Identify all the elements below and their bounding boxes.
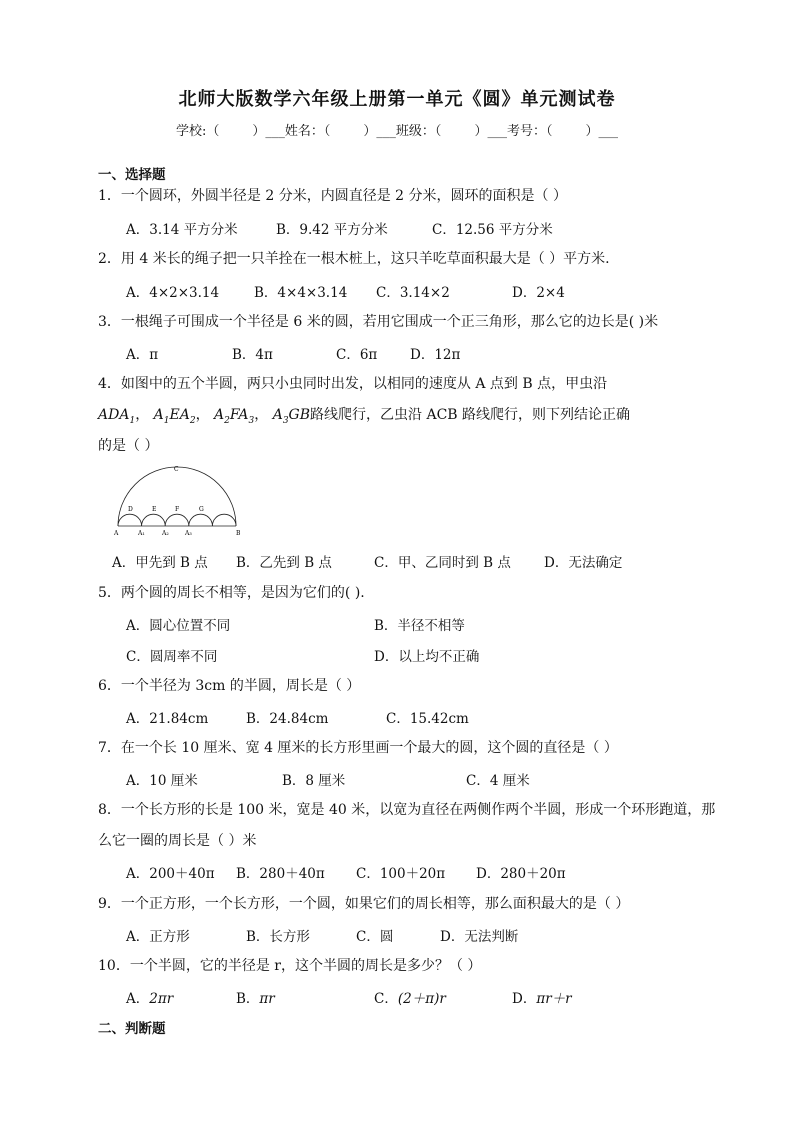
small-semicircle-5 [212, 514, 236, 526]
question-10-option-c: C．(2＋π)r [374, 991, 446, 1007]
question-8-option-c: C．100＋20π [356, 866, 446, 882]
question-5-stem: 5．两个圆的周长不相等，是因为它们的( ). [98, 585, 365, 601]
question-4-option-d: D．无法确定 [544, 555, 623, 571]
question-9-option-c: C．圆 [356, 929, 394, 945]
small-semicircle-3 [165, 514, 189, 526]
question-5-option-d: D．以上均不正确 [374, 649, 480, 665]
question-5-option-c: C．圆周率不同 [126, 649, 218, 665]
question-9-option-d: D．无法判断 [440, 929, 519, 945]
formula-a: 2πr [149, 991, 174, 1007]
question-4-option-b: B．乙先到 B 点 [236, 555, 332, 571]
path-3: $A_2FA_3$ [214, 407, 255, 426]
label-a3: A₃ [185, 530, 192, 537]
question-4-stem-line-2: $ADA_1$， $A_1EA_2$， $A_2FA_3$， $A_3GB$路线爬行，乙虫沿 ACB 路线爬行，则下列结论正确 [98, 407, 631, 426]
small-semicircle-2 [142, 514, 166, 526]
question-7-option-b: B．8 厘米 [282, 773, 346, 789]
formula-c: (2＋π)r [397, 991, 446, 1007]
question-3-option-b: B．4π [232, 347, 273, 363]
question-2-option-b: B．4×4×3.14 [254, 285, 348, 301]
question-1-stem: 1．一个圆环，外圆半径是 2 分米，内圆直径是 2 分米，圆环的面积是（ ） [98, 188, 567, 204]
question-1-option-c: C．12.56 平方分米 [432, 222, 553, 238]
question-6-option-b: B．24.84cm [246, 711, 329, 727]
question-4-stem-line-2-text: 路线爬行，乙虫沿 ACB 路线爬行，则下列结论正确 [310, 407, 631, 423]
section-heading-choice: 一、选择题 [98, 167, 166, 183]
question-2-option-c: C．3.14×2 [376, 285, 450, 301]
question-2-option-a: A．4×2×3.14 [126, 285, 220, 301]
question-7-stem: 7．在一个长 10 厘米、宽 4 厘米的长方形里画一个最大的圆，这个圆的直径是（ ） [98, 740, 618, 756]
question-9-stem: 9．一个正方形，一个长方形，一个圆，如果它们的周长相等，那么面积最大的是（ ） [98, 896, 630, 912]
path-4: $A_3GB$ [272, 407, 311, 426]
small-semicircle-1 [118, 514, 142, 526]
label-g: G [199, 506, 204, 513]
large-semicircle [118, 467, 236, 526]
label-c: C [174, 466, 179, 473]
student-info-text: 学校:（ ）___姓名：（ ）___班级：（ ）___考号：（ ）___ [175, 124, 619, 139]
label-a2: A₂ [162, 530, 169, 537]
question-8-option-a: A．200＋40π [126, 866, 215, 882]
question-5-option-a: A．圆心位置不同 [126, 618, 231, 634]
question-4-option-a: A．甲先到 B 点 [112, 555, 208, 571]
label-d: D [128, 506, 133, 513]
question-10-option-b: B．πr [236, 991, 275, 1007]
question-3-option-a: A．π [126, 347, 159, 363]
question-4-stem-line-3: 的是（ ） [98, 438, 159, 454]
label-a1: A₁ [138, 530, 145, 537]
label-a: A [114, 530, 119, 537]
question-2-option-d: D．2×4 [512, 285, 565, 301]
question-3-stem: 3．一根绳子可围成一个半径是 6 米的圆，若用它围成一个正三角形，那么它的边长是( )米 [98, 314, 659, 330]
label-f: F [175, 506, 180, 513]
student-info-line [0, 120, 794, 139]
question-3-option-d: D．12π [410, 347, 461, 363]
question-8-option-b: B．280＋40π [236, 866, 325, 882]
question-4-stem-line-1: 4．如图中的五个半圆，两只小虫同时出发，以相同的速度从 A 点到 B 点，甲虫沿 [98, 376, 608, 392]
question-10-option-d: D．πr＋r [512, 991, 572, 1007]
question-4-option-c: C．甲、乙同时到 B 点 [374, 555, 511, 571]
section-heading-judgement: 二、判断题 [98, 1021, 166, 1037]
question-7-option-a: A．10 厘米 [126, 773, 198, 789]
question-5-option-b: B．半径不相等 [374, 618, 465, 634]
label-e: E [152, 506, 157, 513]
formula-d: πr＋r [536, 991, 572, 1007]
question-8-option-d: D．280＋20π [476, 866, 566, 882]
question-9-option-a: A．正方形 [126, 929, 190, 945]
question-8-stem-line-1: 8．一个长方形的长是 100 米，宽是 40 米，以宽为直径在两侧作两个半圆，形成一个环形跑道，那 [98, 802, 716, 818]
question-7-option-c: C．4 厘米 [466, 773, 530, 789]
question-8-stem-line-2: 么它一圈的周长是（ ）米 [98, 833, 257, 849]
path-1: $ADA_1$ [98, 407, 136, 426]
label-b: B [236, 530, 241, 537]
page-title: 北师大版数学六年级上册第一单元《圆》单元测试卷 [178, 89, 616, 110]
question-1-option-a: A．3.14 平方分米 [126, 222, 238, 238]
small-semicircle-4 [189, 514, 213, 526]
formula-b: πr [259, 991, 275, 1007]
question-10-option-a: A．2πr [126, 991, 174, 1007]
question-6-stem: 6．一个半径为 3cm 的半圆，周长是（ ） [98, 678, 361, 694]
question-6-option-c: C．15.42cm [386, 711, 469, 727]
question-6-option-a: A．21.84cm [126, 711, 209, 727]
question-9-option-b: B．长方形 [246, 929, 310, 945]
question-10-stem: 10．一个半圆，它的半径是 r，这个半圆的周长是多少？（ ） [98, 958, 482, 974]
path-2: $A_1EA_2$ [153, 407, 196, 426]
question-3-option-c: C．6π [336, 347, 378, 363]
question-1-option-b: B．9.42 平方分米 [276, 222, 388, 238]
question-2-stem: 2．用 4 米长的绳子把一只羊拴在一根木桩上，这只羊吃草面积最大是（ ）平方米. [98, 251, 610, 267]
semicircles-figure [112, 466, 242, 542]
